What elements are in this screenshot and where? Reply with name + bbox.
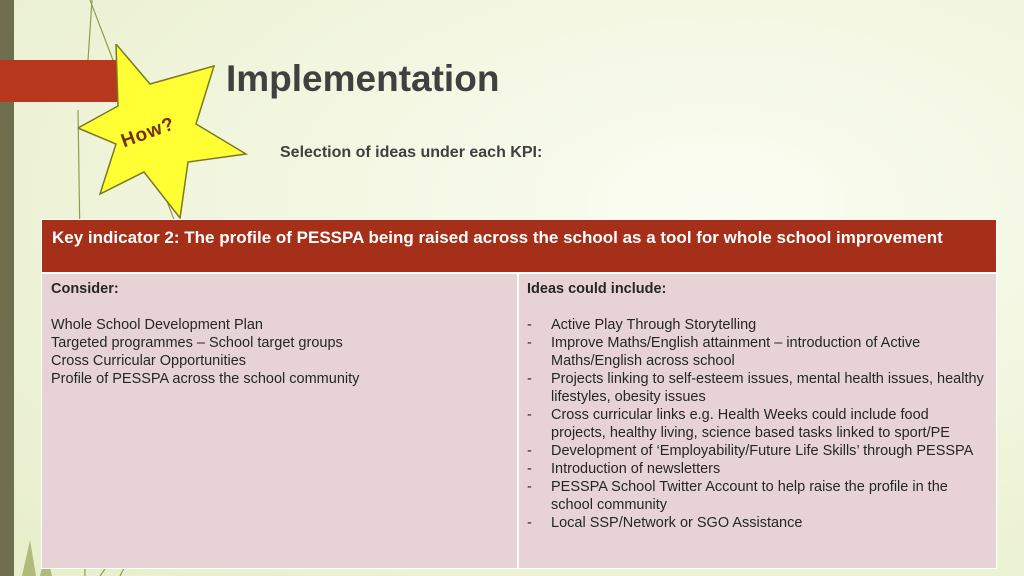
ideas-list	[527, 316, 987, 532]
list-item: - Development of ‘Employability/Future Life Skills’ through PESSPA	[527, 442, 987, 460]
list-item: - PESSPA School Twitter Account to help raise the profile in the school community	[527, 478, 987, 514]
star-label: How?	[118, 113, 178, 153]
list-item: - Projects linking to self-esteem issues, mental health issues, healthy lifestyles, obesity issues	[527, 370, 987, 406]
how-star-badge	[78, 44, 248, 224]
list-item: - Improve Maths/English attainment – introduction of Active Maths/English across school	[527, 334, 987, 370]
list-item: - Cross curricular links e.g. Health Weeks could include food projects, healthy living, science based tasks linked to sport/PE	[527, 406, 987, 442]
page-title: Implementation	[226, 58, 500, 99]
list-item: - Local SSP/Network or SGO Assistance	[527, 514, 987, 532]
kpi-table	[41, 219, 997, 569]
kpi-header: Key indicator 2: The profile of PESSPA being raised across the school as a tool for whole school improvement	[42, 220, 996, 272]
consider-heading: Consider:	[51, 281, 119, 297]
ideas-column	[519, 274, 996, 568]
ideas-heading: Ideas could include:	[527, 281, 667, 297]
page-subtitle: Selection of ideas under each KPI:	[280, 144, 543, 161]
list-item: Profile of PESSPA across the school community	[51, 371, 360, 387]
list-item: Whole School Development Plan	[51, 317, 263, 333]
consider-column	[42, 274, 517, 568]
list-item: Cross Curricular Opportunities	[51, 353, 247, 369]
consider-list	[51, 316, 508, 388]
list-item: - Active Play Through Storytelling	[527, 316, 987, 334]
list-item: - Introduction of newsletters	[527, 460, 987, 478]
list-item: Targeted programmes – School target groups	[51, 335, 343, 351]
